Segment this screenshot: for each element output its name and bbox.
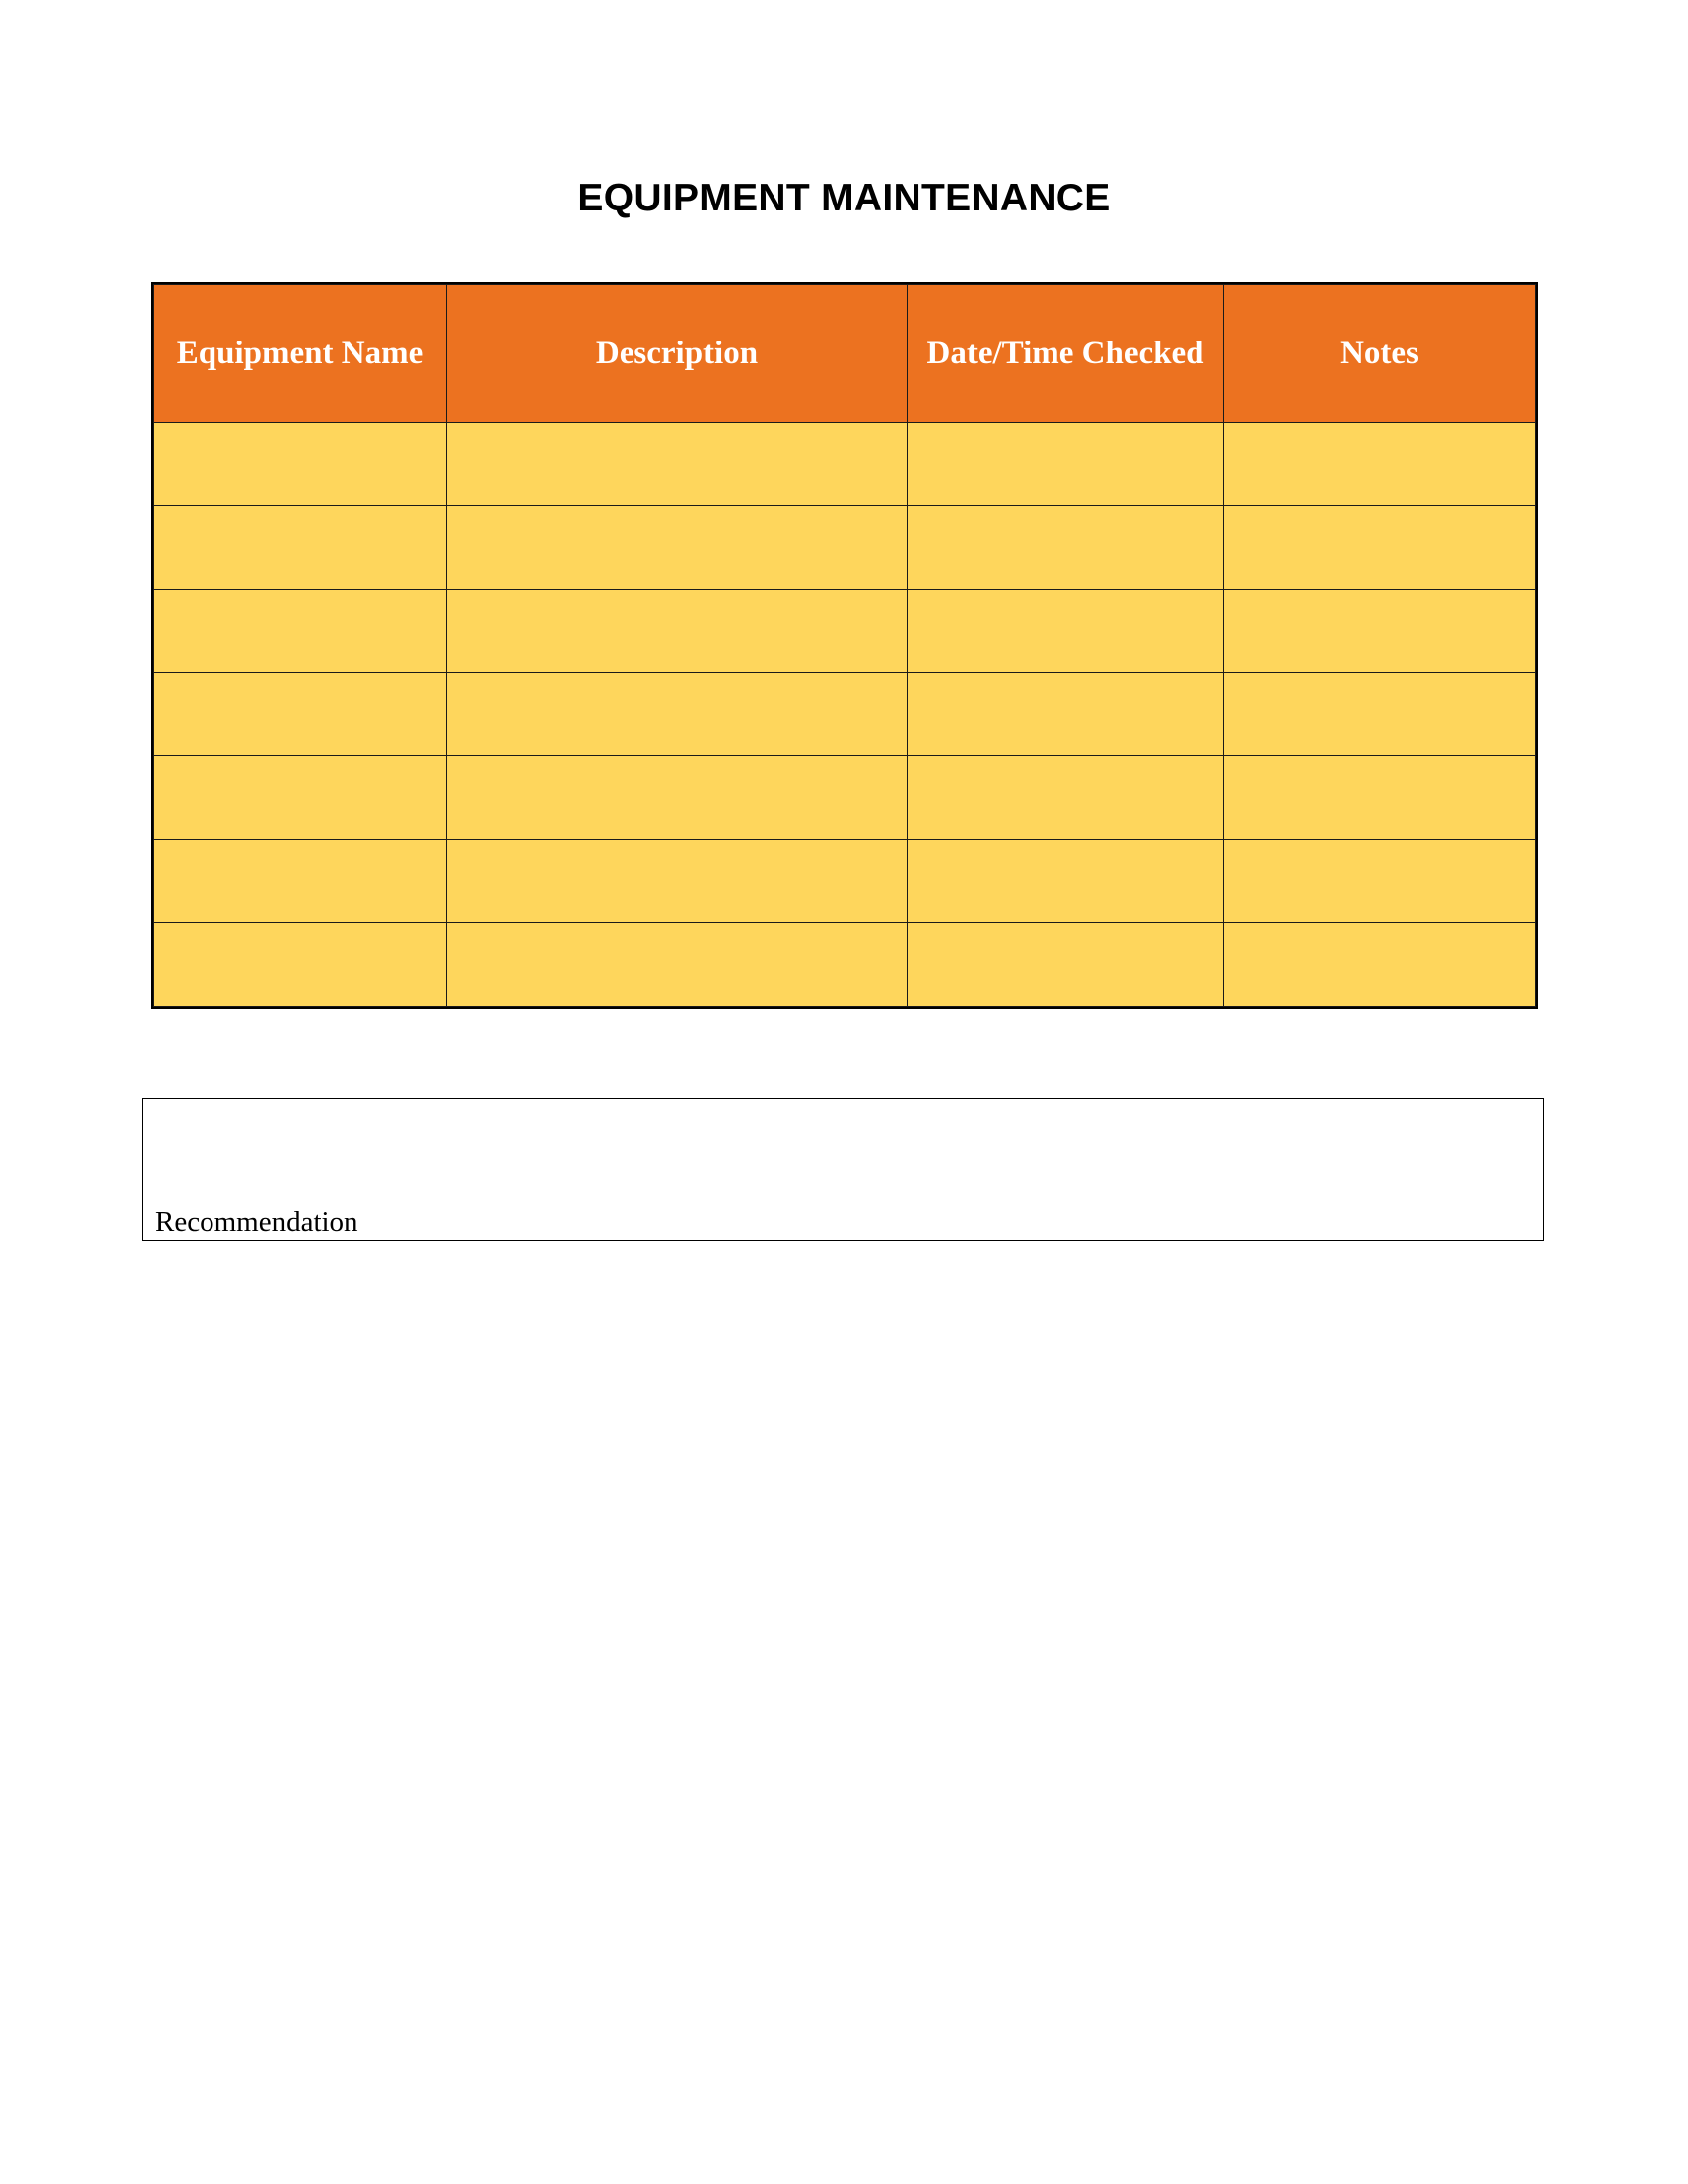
cell-description[interactable] (447, 506, 908, 590)
cell-description[interactable] (447, 590, 908, 673)
cell-equipment-name[interactable] (154, 673, 447, 756)
cell-equipment-name[interactable] (154, 590, 447, 673)
cell-description[interactable] (447, 673, 908, 756)
page-title: EQUIPMENT MAINTENANCE (577, 177, 1111, 219)
cell-date-time-checked[interactable] (908, 756, 1224, 840)
table-row (154, 923, 1536, 1007)
cell-date-time-checked[interactable] (908, 590, 1224, 673)
table-row (154, 756, 1536, 840)
cell-description[interactable] (447, 923, 908, 1007)
cell-date-time-checked[interactable] (908, 923, 1224, 1007)
cell-notes[interactable] (1224, 756, 1536, 840)
cell-date-time-checked[interactable] (908, 506, 1224, 590)
cell-notes[interactable] (1224, 923, 1536, 1007)
table-row (154, 840, 1536, 923)
cell-equipment-name[interactable] (154, 923, 447, 1007)
table-row (154, 423, 1536, 506)
column-header-notes: Notes (1224, 285, 1536, 423)
cell-date-time-checked[interactable] (908, 423, 1224, 506)
recommendation-box[interactable] (142, 1098, 1544, 1241)
cell-notes[interactable] (1224, 840, 1536, 923)
cell-description[interactable] (447, 423, 908, 506)
cell-description[interactable] (447, 840, 908, 923)
table-row (154, 506, 1536, 590)
cell-description[interactable] (447, 756, 908, 840)
cell-notes[interactable] (1224, 506, 1536, 590)
cell-notes[interactable] (1224, 423, 1536, 506)
table-row (154, 590, 1536, 673)
table-row (154, 673, 1536, 756)
column-header-description: Description (447, 285, 908, 423)
cell-notes[interactable] (1224, 590, 1536, 673)
cell-date-time-checked[interactable] (908, 673, 1224, 756)
maintenance-table (153, 284, 1536, 1007)
table-body (154, 423, 1536, 1007)
table-header-row (154, 285, 1536, 423)
column-header-date-time-checked: Date/Time Checked (908, 285, 1224, 423)
cell-equipment-name[interactable] (154, 506, 447, 590)
cell-equipment-name[interactable] (154, 423, 447, 506)
recommendation-label: Recommendation (155, 1206, 358, 1238)
cell-equipment-name[interactable] (154, 756, 447, 840)
cell-notes[interactable] (1224, 673, 1536, 756)
cell-date-time-checked[interactable] (908, 840, 1224, 923)
column-header-equipment-name: Equipment Name (154, 285, 447, 423)
cell-equipment-name[interactable] (154, 840, 447, 923)
